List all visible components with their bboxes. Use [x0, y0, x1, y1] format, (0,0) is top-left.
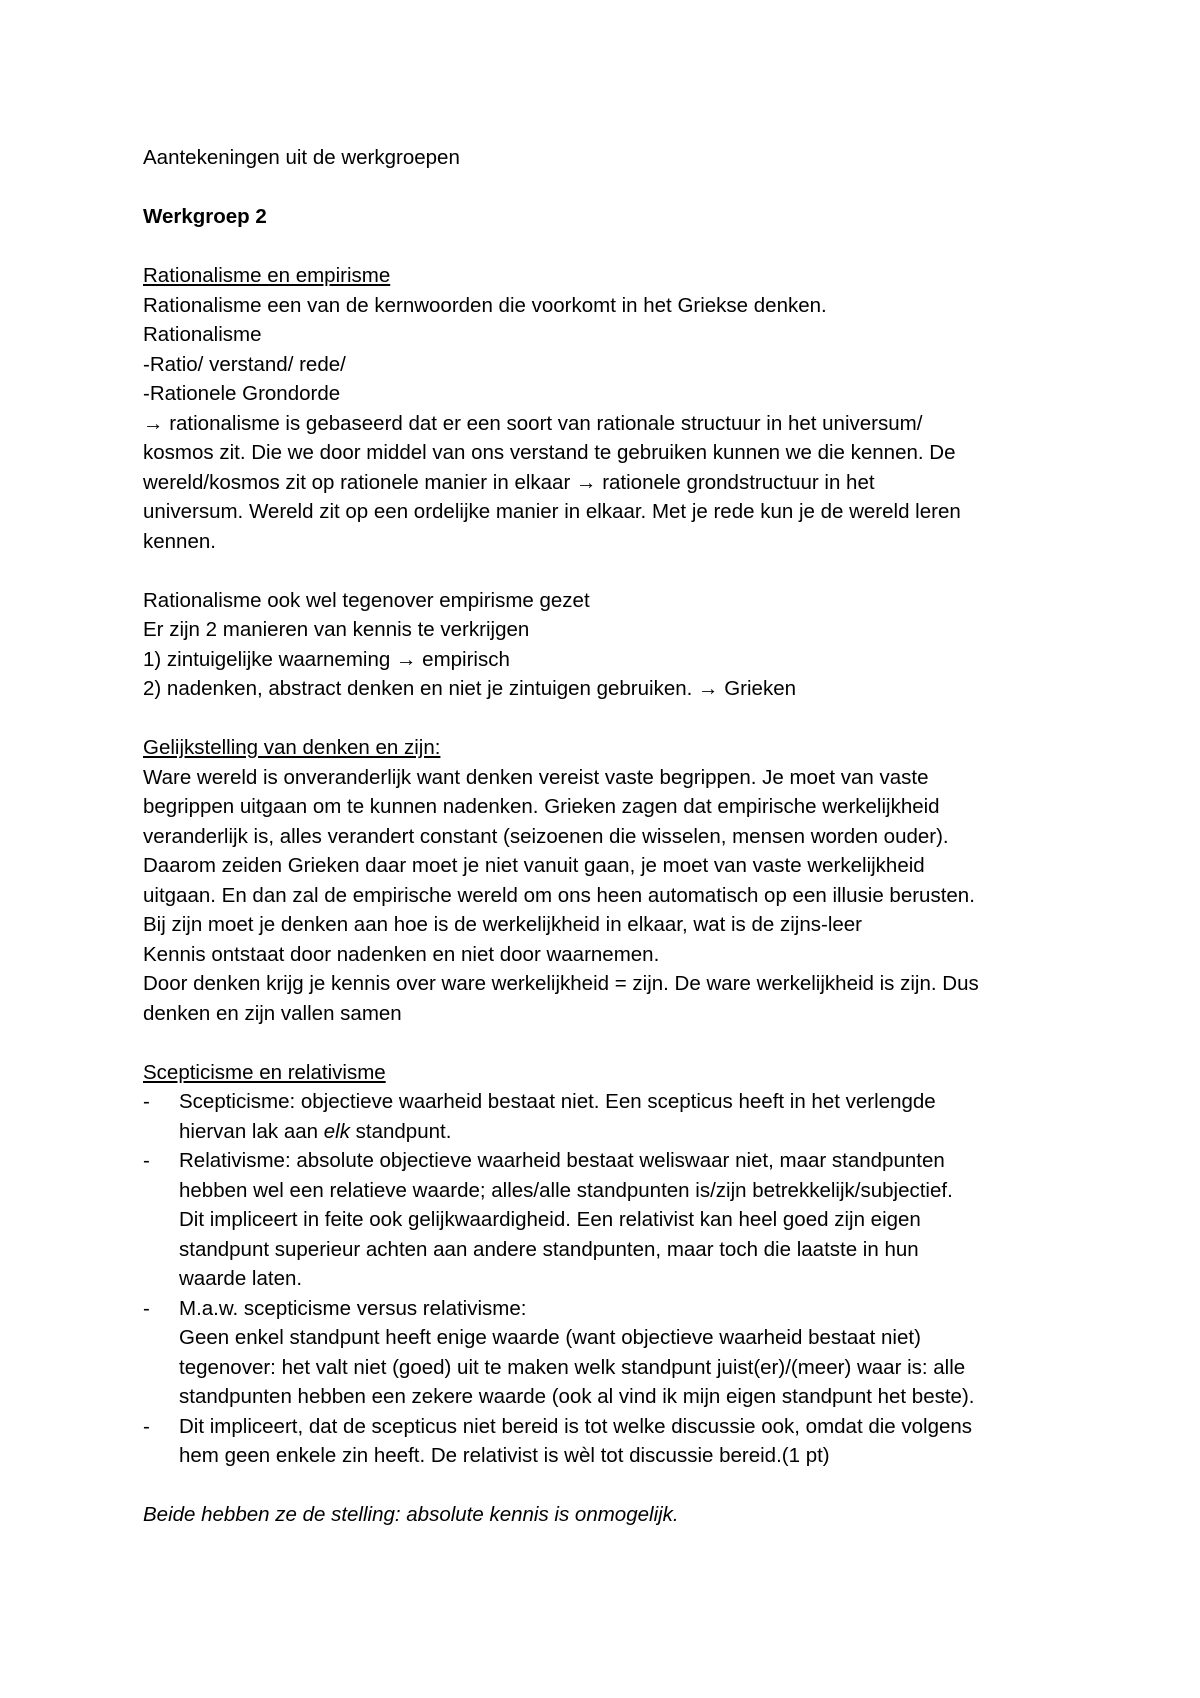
paragraph-line: universum. Wereld zit op een ordelijke manier in elkaar. Met je rede kun je de wereld leren: [143, 500, 961, 523]
paragraph-line: -Rationele Grondorde: [143, 382, 341, 405]
spacer: [143, 704, 1103, 734]
dash-icon: -: [143, 1414, 150, 1438]
bullet-line: tegenover: het valt niet (goed) uit te maken welk standpunt juist(er)/(meer) waar is: alle: [179, 1355, 966, 1379]
paragraph-line: Door denken krijg je kennis over ware werkelijkheid = zijn. De ware werkelijkheid is zijn. Dus: [143, 972, 979, 995]
paragraph-line: Ware wereld is onveranderlijk want denken vereist vaste begrippen. Je moet van vaste: [143, 765, 929, 789]
document-page: [143, 143, 1103, 1530]
paragraph-line: uitgaan. En dan zal de empirische wereld om ons heen automatisch op een illusie berusten.: [143, 883, 975, 907]
dash-icon: -: [143, 1090, 150, 1113]
spacer: [143, 556, 1103, 586]
workgroup-title: Werkgroep 2: [143, 205, 267, 228]
paragraph-line: -Ratio/ verstand/ rede/: [143, 352, 346, 376]
bullet-item: [143, 1146, 1103, 1294]
paragraph-line: kennen.: [143, 529, 216, 553]
spacer: [143, 1471, 1103, 1501]
emphasis: elk: [323, 1119, 350, 1143]
bullet-line: hiervan lak aan elk standpunt.: [179, 1119, 452, 1143]
bullet-item: [143, 1412, 1103, 1471]
paragraph-line: → rationalisme is gebaseerd dat er een soort van rationale structuur in het universum/: [143, 411, 923, 435]
bullet-line: Scepticisme: objectieve waarheid bestaat niet. Een scepticus heeft in het verlengde: [179, 1090, 936, 1113]
bullet-line: Dit impliceert in feite ook gelijkwaardigheid. Een relativist kan heel goed zijn eigen: [179, 1208, 921, 1231]
paragraph-line: begrippen uitgaan om te kunnen nadenken. Grieken zagen dat empirische werkelijkheid: [143, 795, 940, 818]
bullet-line: standpunten hebben een zekere waarde (ook al vind ik mijn eigen standpunt het beste).: [179, 1385, 975, 1408]
bullet-line: hebben wel een relatieve waarde; alles/alle standpunten is/zijn betrekkelijk/subjectief.: [179, 1178, 953, 1202]
section-heading-scepticism: Scepticisme en relativisme: [143, 1060, 386, 1084]
document-title: Aantekeningen uit de werkgroepen: [143, 146, 460, 169]
conclusion-statement: Beide hebben ze de stelling: absolute kennis is onmogelijk.: [143, 1503, 679, 1526]
dash-icon: -: [143, 1296, 150, 1320]
bullet-line: waarde laten.: [179, 1267, 303, 1290]
paragraph-line: Rationalisme een van de kernwoorden die voorkomt in het Griekse denken.: [143, 293, 827, 317]
bullet-line: standpunt superieur achten aan andere standpunten, maar toch die laatste in hun: [179, 1237, 919, 1261]
paragraph-line: denken en zijn vallen samen: [143, 1001, 402, 1025]
bullet-line: Geen enkel standpunt heeft enige waarde (want objectieve waarheid bestaat niet): [179, 1326, 921, 1349]
dash-icon: -: [143, 1149, 150, 1172]
paragraph-line: Daarom zeiden Grieken daar moet je niet vanuit gaan, je moet van vaste werkelijkheid: [143, 854, 925, 877]
spacer: [143, 232, 1103, 262]
paragraph-line: Rationalisme: [143, 323, 262, 346]
bullet-line: hem geen enkele zin heeft. De relativist is wèl tot discussie bereid.(1 pt): [179, 1444, 830, 1467]
arrow-icon: →: [143, 411, 164, 435]
spacer: [143, 1028, 1103, 1058]
paragraph-line: Kennis ontstaat door nadenken en niet door waarnemen.: [143, 942, 660, 966]
paragraph-line: kosmos zit. Die we door middel van ons verstand te gebruiken kunnen we die kennen. De: [143, 441, 956, 464]
bullet-line: Dit impliceert, dat de scepticus niet bereid is tot welke discussie ook, omdat die volgens: [179, 1414, 973, 1438]
arrow-icon: →: [395, 647, 417, 671]
arrow-icon: →: [575, 470, 597, 494]
paragraph-line: 2) nadenken, abstract denken en niet je zintuigen gebruiken. → Grieken: [143, 677, 797, 700]
paragraph-line: veranderlijk is, alles verandert constant (seizoenen die wisselen, mensen worden ouder).: [143, 824, 949, 848]
bullet-item: [143, 1294, 1103, 1412]
section-heading-thinking-being: Gelijkstelling van denken en zijn:: [143, 736, 441, 759]
arrow-icon: →: [698, 677, 719, 700]
paragraph-line: Rationalisme ook wel tegenover empirisme gezet: [143, 588, 590, 612]
bullet-line: M.a.w. scepticisme versus relativisme:: [179, 1296, 527, 1320]
paragraph-line: wereld/kosmos zit op rationele manier in elkaar → rationele grondstructuur in het: [143, 470, 875, 494]
spacer: [143, 173, 1103, 203]
section-heading-rationalism: Rationalisme en empirisme: [143, 264, 391, 287]
paragraph-line: Bij zijn moet je denken aan hoe is de werkelijkheid in elkaar, wat is de zijns-leer: [143, 913, 863, 936]
paragraph-line: 1) zintuigelijke waarneming → empirisch: [143, 647, 510, 671]
paragraph-line: Er zijn 2 manieren van kennis te verkrijgen: [143, 618, 530, 641]
bullet-item: [143, 1087, 1103, 1146]
bullet-line: Relativisme: absolute objectieve waarheid bestaat weliswaar niet, maar standpunten: [179, 1149, 945, 1172]
